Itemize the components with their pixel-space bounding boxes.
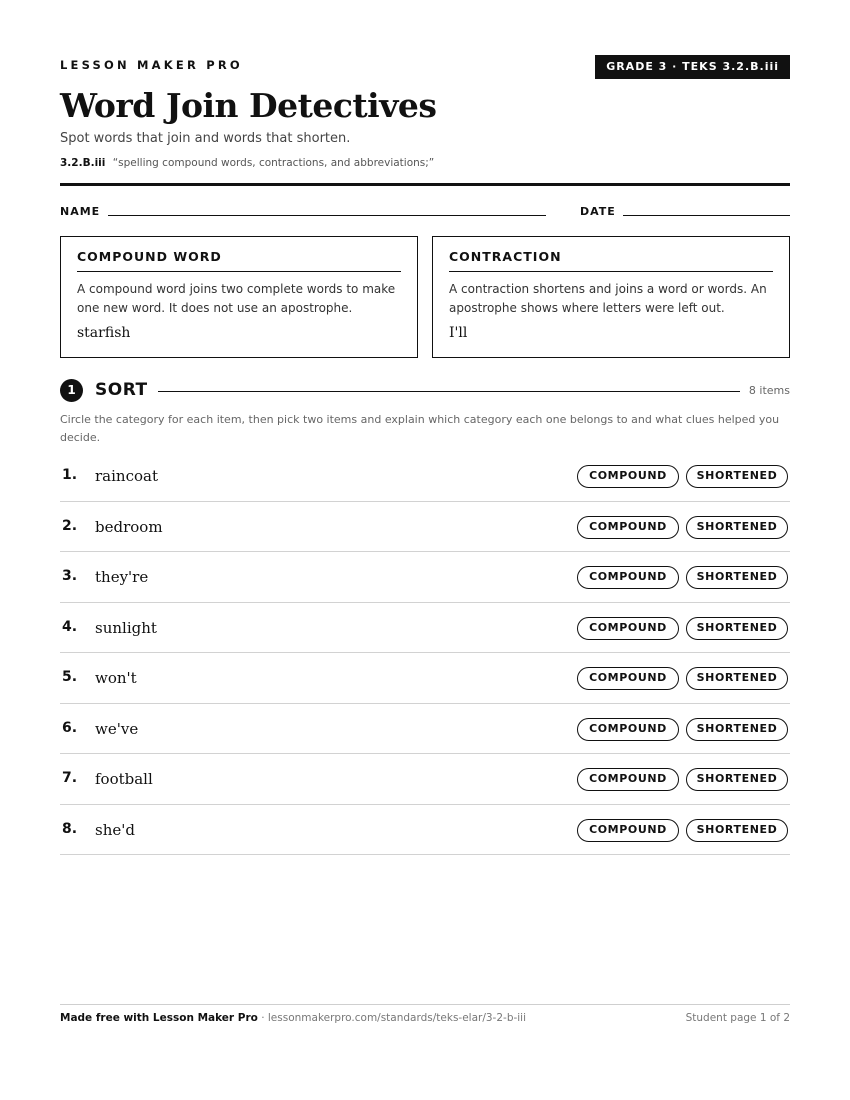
definition-text: A compound word joins two complete words to make one new word. It does not use an apostrophe. — [77, 282, 396, 315]
compound-choice-chip[interactable]: COMPOUND — [577, 718, 679, 741]
definition-heading: COMPOUND WORD — [77, 249, 401, 272]
shortened-choice-chip[interactable]: SHORTENED — [686, 566, 788, 589]
standard-text: “spelling compound words, contractions, and abbreviations;” — [112, 157, 435, 169]
compound-choice-chip[interactable]: COMPOUND — [577, 768, 679, 791]
sort-item-list — [60, 451, 790, 855]
section-title: SORT — [95, 380, 148, 400]
sort-item — [60, 451, 790, 502]
footer-link[interactable]: · lessonmakerpro.com/standards/teks-elar/3-2-b-iii — [261, 1012, 527, 1024]
sort-item — [60, 805, 790, 856]
section-instructions: Circle the category for each item, then pick two items and explain which category each one belongs to and what clues helped you decide. — [60, 413, 780, 444]
shortened-choice-chip[interactable]: SHORTENED — [686, 617, 788, 640]
item-number: 4. — [62, 618, 78, 635]
sort-item — [60, 603, 790, 654]
name-field[interactable] — [108, 215, 546, 216]
shortened-choice-chip[interactable]: SHORTENED — [686, 465, 788, 488]
section-item-count: 8 items — [748, 384, 790, 397]
compound-choice-chip[interactable]: COMPOUND — [577, 566, 679, 589]
item-number: 8. — [62, 820, 78, 837]
sort-item — [60, 502, 790, 553]
shortened-choice-chip[interactable]: SHORTENED — [686, 768, 788, 791]
sort-item — [60, 754, 790, 805]
compound-choice-chip[interactable]: COMPOUND — [577, 465, 679, 488]
date-field[interactable] — [623, 215, 790, 216]
item-word: raincoat — [95, 467, 158, 485]
item-word: they're — [95, 568, 149, 586]
item-number: 2. — [62, 517, 78, 534]
standard-line — [60, 157, 434, 169]
compound-choice-chip[interactable]: COMPOUND — [577, 819, 679, 842]
sort-item — [60, 704, 790, 755]
section-number-badge: 1 — [60, 379, 83, 402]
shortened-choice-chip[interactable]: SHORTENED — [686, 516, 788, 539]
definition-example: I'll — [449, 325, 468, 341]
definition-card-contraction — [432, 236, 790, 358]
footer-divider — [60, 1004, 790, 1005]
standard-code: 3.2.B.iii — [60, 157, 106, 169]
footer-brand: Made free with Lesson Maker Pro — [60, 1012, 258, 1024]
worksheet-page — [60, 0, 790, 1100]
footer-credit — [60, 1012, 526, 1024]
shortened-choice-chip[interactable]: SHORTENED — [686, 667, 788, 690]
page-indicator: Student page 1 of 2 — [685, 1012, 790, 1024]
page-title: Word Join Detectives — [60, 86, 437, 125]
brand-name: LESSON MAKER PRO — [60, 58, 243, 72]
item-word: bedroom — [95, 517, 163, 536]
item-number: 3. — [62, 568, 78, 584]
definition-heading: CONTRACTION — [449, 249, 773, 272]
item-word: she'd — [95, 820, 135, 839]
sort-item — [60, 552, 790, 603]
item-word: football — [95, 770, 153, 788]
definition-card-compound — [60, 236, 418, 358]
shortened-choice-chip[interactable]: SHORTENED — [686, 718, 788, 741]
item-number: 6. — [62, 719, 78, 736]
item-number: 7. — [62, 770, 78, 786]
item-word: we've — [95, 719, 139, 738]
header-divider — [60, 183, 790, 186]
compound-choice-chip[interactable]: COMPOUND — [577, 516, 679, 539]
item-number: 5. — [62, 669, 78, 685]
grade-badge: GRADE 3 · TEKS 3.2.B.iii — [595, 55, 790, 79]
item-word: won't — [95, 669, 137, 687]
item-word: sunlight — [95, 618, 157, 637]
section-rule — [158, 391, 740, 392]
name-label: NAME — [60, 205, 101, 218]
item-number: 1. — [62, 467, 78, 483]
compound-choice-chip[interactable]: COMPOUND — [577, 667, 679, 690]
page-subtitle: Spot words that join and words that shorten. — [60, 131, 351, 146]
date-label: DATE — [580, 205, 616, 218]
sort-item — [60, 653, 790, 704]
shortened-choice-chip[interactable]: SHORTENED — [686, 819, 788, 842]
compound-choice-chip[interactable]: COMPOUND — [577, 617, 679, 640]
definition-example: starfish — [77, 325, 131, 341]
definition-text: A contraction shortens and joins a word or words. An apostrophe shows where letters were left out. — [449, 282, 767, 315]
